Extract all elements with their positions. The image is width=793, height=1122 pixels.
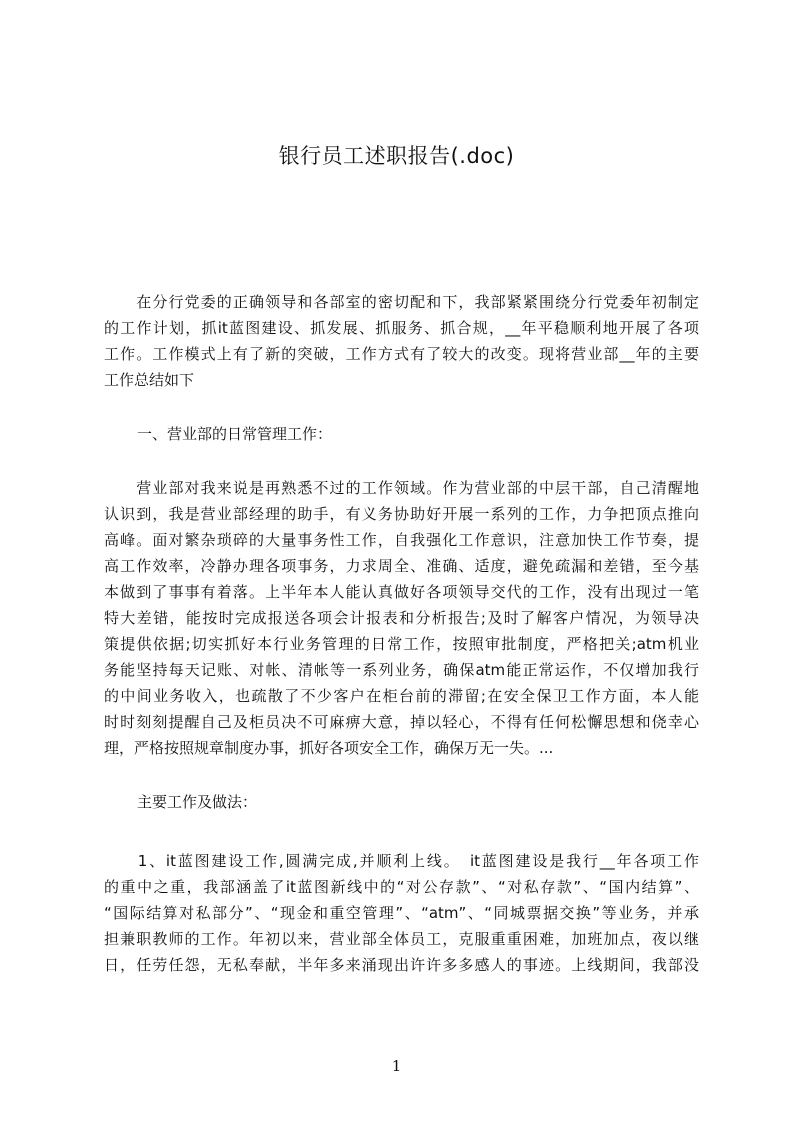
paragraph-line: 高工作效率，冷静办理各项事务，力求周全、准确、适度，避免疏漏和差错，至今基 bbox=[104, 557, 699, 575]
paragraph-line: 工作。工作模式上有了新的突破，工作方式有了较大的改变。现将营业部__年的主要 bbox=[104, 345, 699, 363]
paragraph-line: 理，严格按照规章制度办事，抓好各项安全工作，确保万无一失。... bbox=[104, 739, 554, 757]
paragraph-line: 策提供依据;切实抓好本行业务管理的日常工作，按照审批制度，严格把关;atm机业 bbox=[104, 635, 699, 653]
paragraph-line: 日，任劳任怨，无私奉献，半年多来涌现出许许多多感人的事迹。上线期间，我部没 bbox=[104, 956, 699, 974]
paragraph-line: 工作总结如下 bbox=[104, 371, 195, 389]
paragraph-line: 在分行党委的正确领导和各部室的密切配和下，我部紧紧围绕分行党委年初制定 bbox=[104, 293, 699, 311]
document-title: 银行员工述职报告(.doc) bbox=[278, 144, 515, 168]
paragraph-line: 的中间业务收入，也疏散了不少客户在柜台前的滞留;在安全保卫工作方面，本人能 bbox=[104, 687, 699, 705]
paragraph-line: 特大差错，能按时完成报送各项会计报表和分析报告;及时了解客户情况，为领导决 bbox=[104, 609, 699, 627]
paragraph-line: 本做到了事事有着落。上半年本人能认真做好各项领导交代的工作，没有出现过一笔 bbox=[104, 583, 699, 601]
paragraph-line: 的工作计划，抓it蓝图建设、抓发展、抓服务、抓合规，__年平稳顺利地开展了各项 bbox=[104, 319, 699, 337]
paragraph-line: 1、it蓝图建设工作,圆满完成,并顺利上线。 it蓝图建设是我行__年各项工作 bbox=[104, 852, 699, 870]
paragraph-line: 时时刻刻提醒自己及柜员决不可麻痹大意，掉以轻心，不得有任何松懈思想和侥幸心 bbox=[104, 713, 699, 731]
paragraph-line: 务能坚持每天记账、对帐、清帐等一系列业务，确保atm能正常运作，不仅增加我行 bbox=[104, 661, 699, 679]
paragraph-line: 的重中之重，我部涵盖了it蓝图新线中的“对公存款”、“对私存款”、“国内结算”、 bbox=[104, 878, 699, 896]
section-heading: 主要工作及做法： bbox=[137, 793, 258, 811]
section-heading: 一、营业部的日常管理工作： bbox=[137, 425, 333, 443]
page-number: 1 bbox=[391, 1057, 402, 1075]
paragraph-line: 营业部对我来说是再熟悉不过的工作领域。作为营业部的中层干部，自己清醒地 bbox=[104, 479, 699, 497]
paragraph-line: 高峰。面对繁杂琐碎的大量事务性工作，自我强化工作意识，注意加快工作节奏，提 bbox=[104, 531, 699, 549]
paragraph-line: 认识到，我是营业部经理的助手，有义务协助好开展一系列的工作，力争把顶点推向 bbox=[104, 505, 699, 523]
paragraph-line: 担兼职教师的工作。年初以来，营业部全体员工，克服重重困难，加班加点，夜以继 bbox=[104, 930, 699, 948]
paragraph-line: “国际结算对私部分”、“现金和重空管理”、“atm”、“同城票据交换”等业务，并承 bbox=[104, 904, 699, 922]
